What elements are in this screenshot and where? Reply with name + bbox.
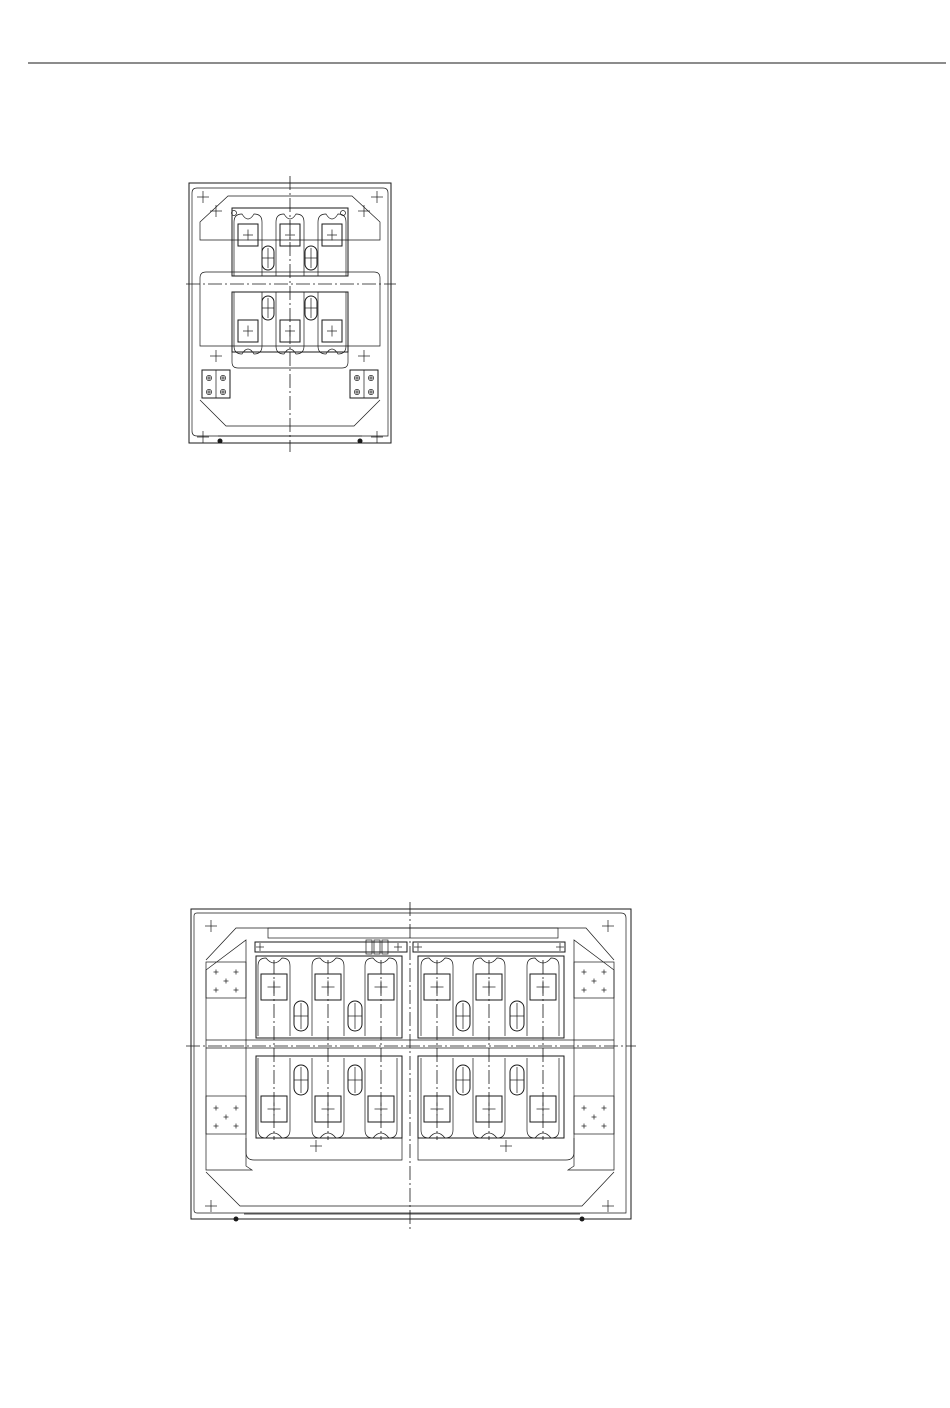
bottom-mount-cross-2 [602, 920, 614, 932]
bottom-left-lower-bracket [246, 1138, 402, 1160]
bottom-left-side-panel [206, 940, 252, 1170]
bottom-plate-screw-10 [602, 988, 607, 993]
bottom-rail-cross-3 [414, 943, 422, 951]
bottom-right-foot-dot [580, 1217, 585, 1222]
bottom-plate-screw-14 [214, 1124, 219, 1129]
top-upper-slot-1 [262, 246, 274, 270]
top-lower-terminal-3 [322, 320, 342, 342]
top-mount-cross-2 [210, 205, 222, 217]
top-lower-terminal-1 [238, 320, 258, 342]
bottom-right-side-panel [568, 940, 614, 1170]
top-bracket-screw-5 [354, 375, 359, 380]
bottom-plate-screw-2 [234, 970, 239, 975]
bottom-rail-cross-1 [256, 943, 264, 951]
bottom-plate-screw-1 [214, 970, 219, 975]
bottom-plate-screw-5 [234, 988, 239, 993]
bottom-plate-screw-11 [214, 1106, 219, 1111]
top-bracket-screw-7 [354, 389, 359, 394]
top-bracket-screw-3 [206, 389, 211, 394]
bottom-right-upper-block [418, 956, 564, 1038]
bottom-rail-cross-2 [394, 943, 402, 951]
top-mount-cross-3 [371, 191, 383, 203]
bottom-upper-slot-1 [294, 1001, 308, 1031]
bottom-plate-screw-20 [602, 1124, 607, 1129]
bottom-mount-cross-3 [205, 1200, 217, 1212]
bottom-plate-screw-12 [234, 1106, 239, 1111]
top-left-foot-dot [218, 439, 223, 444]
bottom-plate-screw-6 [582, 970, 587, 975]
bottom-plate-screw-8 [592, 979, 597, 984]
top-bracket-screw-6 [368, 375, 373, 380]
top-mount-cross-8 [371, 431, 383, 443]
bottom-right-lower-block [418, 1056, 564, 1138]
top-lower-slot-1 [262, 296, 274, 320]
bottom-lower-cross-1 [310, 1140, 322, 1152]
top-mount-cross-4 [358, 205, 370, 217]
bottom-plate-screw-15 [234, 1124, 239, 1129]
top-bracket-screw-4 [220, 389, 225, 394]
bottom-lower-slot-2 [348, 1065, 362, 1095]
top-upper-right-pin [341, 211, 346, 216]
top-drawing [186, 176, 396, 452]
bottom-lower-cross-2 [500, 1140, 512, 1152]
bottom-left-rail [255, 942, 407, 952]
bottom-upper-slot-2 [348, 1001, 362, 1031]
bottom-upper-slot-4 [510, 1001, 524, 1031]
top-lower-slot-2 [305, 296, 317, 320]
bottom-lower-slot-3 [456, 1065, 470, 1095]
bottom-plate-screw-4 [214, 988, 219, 993]
bottom-plate-screw-7 [602, 970, 607, 975]
bottom-drawing [186, 902, 636, 1232]
bottom-lower-slot-4 [510, 1065, 524, 1095]
top-bracket-screw-1 [206, 375, 211, 380]
top-bracket-screw-8 [368, 389, 373, 394]
bottom-lower-slot-1 [294, 1065, 308, 1095]
bottom-busbar-top [268, 928, 558, 938]
bottom-plate-screw-19 [582, 1124, 587, 1129]
bottom-left-foot-dot [234, 1217, 239, 1222]
bottom-plate-screw-13 [224, 1115, 229, 1120]
top-mount-cross-6 [358, 350, 370, 362]
bottom-plate-screw-18 [592, 1115, 597, 1120]
bottom-mount-cross-1 [205, 920, 217, 932]
top-right-foot-dot [358, 439, 363, 444]
bottom-plate-screw-3 [224, 979, 229, 984]
top-bracket-screw-2 [220, 375, 225, 380]
bottom-left-lower-block [256, 1056, 402, 1138]
bottom-plate-screw-16 [582, 1106, 587, 1111]
top-mount-cross-7 [197, 431, 209, 443]
bottom-right-rail [413, 942, 565, 952]
bottom-left-upper-block [256, 956, 402, 1038]
top-upper-slot-2 [305, 246, 317, 270]
bottom-plate-screw-9 [582, 988, 587, 993]
bottom-mount-cross-4 [602, 1200, 614, 1212]
bottom-rail-cross-4 [556, 943, 564, 951]
top-upper-terminal-3 [322, 224, 342, 246]
bottom-upper-slot-3 [456, 1001, 470, 1031]
top-mount-cross-1 [197, 191, 209, 203]
bottom-right-lower-bracket [418, 1138, 574, 1160]
top-upper-terminal-1 [238, 224, 258, 246]
bottom-plate-screw-17 [602, 1106, 607, 1111]
top-mount-cross-5 [210, 350, 222, 362]
